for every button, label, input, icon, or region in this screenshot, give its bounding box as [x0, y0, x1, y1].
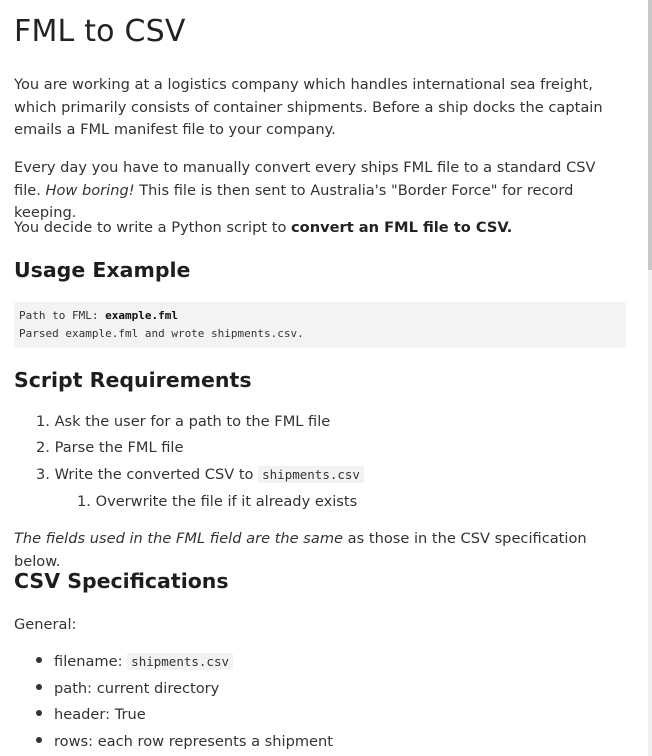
fields-note-text: as those in the CSV specification below. [14, 530, 587, 570]
list-item-text: Overwrite the file if it already exists [95, 493, 358, 510]
list-item-text: filename: [54, 653, 128, 670]
list-item-number: 2. [36, 439, 50, 456]
list-item [36, 704, 146, 726]
list-item-text: header: True [54, 706, 146, 723]
inline-code: shipments.csv [258, 466, 364, 483]
bullet-icon [36, 684, 42, 690]
scrollbar-thumb[interactable] [648, 0, 652, 270]
intro-p3-text: You decide to write a Python script to [14, 219, 292, 236]
inline-code: shipments.csv [127, 653, 233, 670]
bullet-icon [36, 657, 42, 663]
list-item [36, 651, 233, 673]
list-item-text: rows: each row represents a shipment [54, 733, 334, 750]
general-label: General: [14, 616, 77, 633]
sub-list-item [77, 491, 357, 513]
fields-note-emphasis: The fields used in the FML field are the same [14, 530, 344, 547]
usage-heading: Usage Example [14, 258, 191, 282]
code-line-1-prefix: Path to FML: [19, 309, 106, 322]
page-title: FML to CSV [14, 14, 186, 49]
code-line-2: Parsed example.fml and wrote shipments.csv. [19, 327, 304, 340]
list-item-number: 1. [36, 413, 50, 430]
bullet-icon [36, 710, 42, 716]
bullet-icon [36, 737, 42, 743]
list-item-text: path: current directory [54, 680, 220, 697]
usage-code-block [14, 302, 626, 348]
intro-paragraph-2 [14, 157, 626, 225]
list-item-number: 3. [36, 466, 50, 483]
list-item [36, 678, 219, 700]
list-item-text: Write the converted CSV to [54, 466, 259, 483]
list-item-text: Ask the user for a path to the FML file [54, 413, 331, 430]
code-line-1-value: example.fml [105, 309, 178, 322]
list-item-number: 1. [77, 493, 91, 510]
intro-paragraph-1: You are working at a logistics company which handles international sea freight, which primarily consists of container shipments. Before a ship docks the captain emails a FML manifest file to your company. [14, 76, 603, 138]
code-line-1 [19, 309, 178, 322]
list-item [36, 731, 333, 753]
intro-p2-after: This file is then sent to Australia's "Border Force" for record keeping. [14, 181, 574, 221]
requirements-heading: Script Requirements [14, 368, 252, 392]
fields-note [14, 528, 626, 573]
intro-p3-strong: convert an FML file to CSV. [291, 219, 513, 236]
intro-p2-emphasis: How boring! [45, 181, 135, 199]
list-item-text: Parse the FML file [54, 439, 184, 456]
csv-spec-heading: CSV Specifications [14, 569, 229, 593]
intro-paragraph-3 [14, 217, 626, 240]
list-item [36, 437, 183, 459]
list-item [36, 411, 330, 433]
list-item [36, 464, 364, 486]
intro-p2-text: Every day you have to manually convert every ships FML file to a standard CSV file. [14, 159, 596, 199]
